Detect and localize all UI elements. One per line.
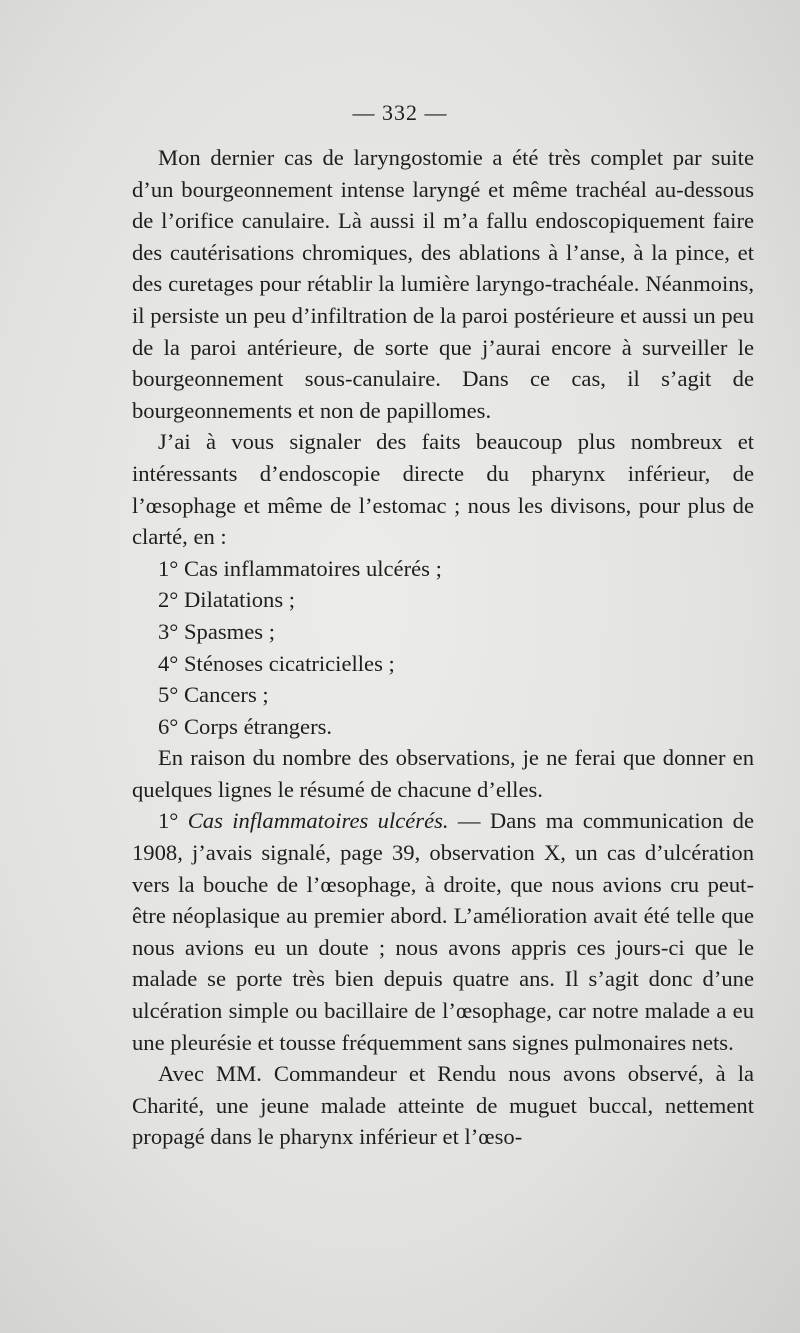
list-item: 5° Cancers ; — [158, 682, 269, 708]
list-item: 6° Corps étrangers. — [158, 713, 333, 739]
list-item: 4° Sténoses cicatricielles ; — [158, 650, 395, 676]
paragraph-cas-inflammatoires — [132, 805, 754, 1058]
page-number: — 332 — — [352, 100, 448, 125]
section-number: 1° — [158, 808, 188, 834]
section-text: — Dans ma communication de 1908, j’avais signalé, page 39, observation X, un cas d’ulcération vers la bouche de l’œsophage, à droite, que nous avions cru peut-être néoplasique au premier abord. L’amélioration avait été telle que nous avions eu un doute ; nous avons appris ces jours-ci que le malade se porte très bien depuis quatre ans. Il s’agit donc d’une ulcération simple ou bacillaire de l’œsophage, car notre malade a eu une pleurésie et tousse fréquemment sans signes pulmonaires nets. — [132, 808, 754, 1055]
section-title: Cas inflammatoires ulcérés. — [187, 808, 449, 834]
paragraph-endoscopie: J’ai à vous signaler des faits beaucoup plus nombreux et intéressants d’endoscopie directe du pharynx inférieur, de l’œsophage et même de l’estomac ; nous les divisons, pour plus de clarté, en : — [132, 429, 754, 550]
categories-list — [132, 553, 754, 743]
paragraph-muguet: Avec MM. Commandeur et Rendu nous avons observé, à la Charité, une jeune malade atteinte de muguet buccal, nettement propagé dans le pharynx inférieur et l’œso- — [132, 1061, 754, 1150]
list-item: 3° Spasmes ; — [158, 618, 275, 644]
page-body — [132, 142, 754, 1153]
paragraph-laryngostomie: Mon dernier cas de laryngostomie a été très complet par suite d’un bourgeonnement intense laryngé et même trachéal au-dessous de l’orifice canulaire. Là aussi il m’a fallu endoscopiquement faire des cautérisations chromiques, des ablations à l’anse, à la pince, et des curetages pour rétablir la lumière laryngo-trachéale. Néanmoins, il persiste un peu d’infiltration de la paroi postérieure et aussi un peu de la paroi antérieure, de sorte que j’aurai encore à surveiller le bourgeonnement sous-canulaire. Dans ce cas, il s’agit de bourgeonnements et non de papillomes. — [132, 145, 754, 423]
paragraph-observations: En raison du nombre des observations, je ne ferai que donner en quelques lignes le résumé de chacune d’elles. — [132, 745, 754, 802]
list-item: 1° Cas inflammatoires ulcérés ; — [158, 555, 442, 581]
list-item: 2° Dilatations ; — [158, 587, 296, 613]
